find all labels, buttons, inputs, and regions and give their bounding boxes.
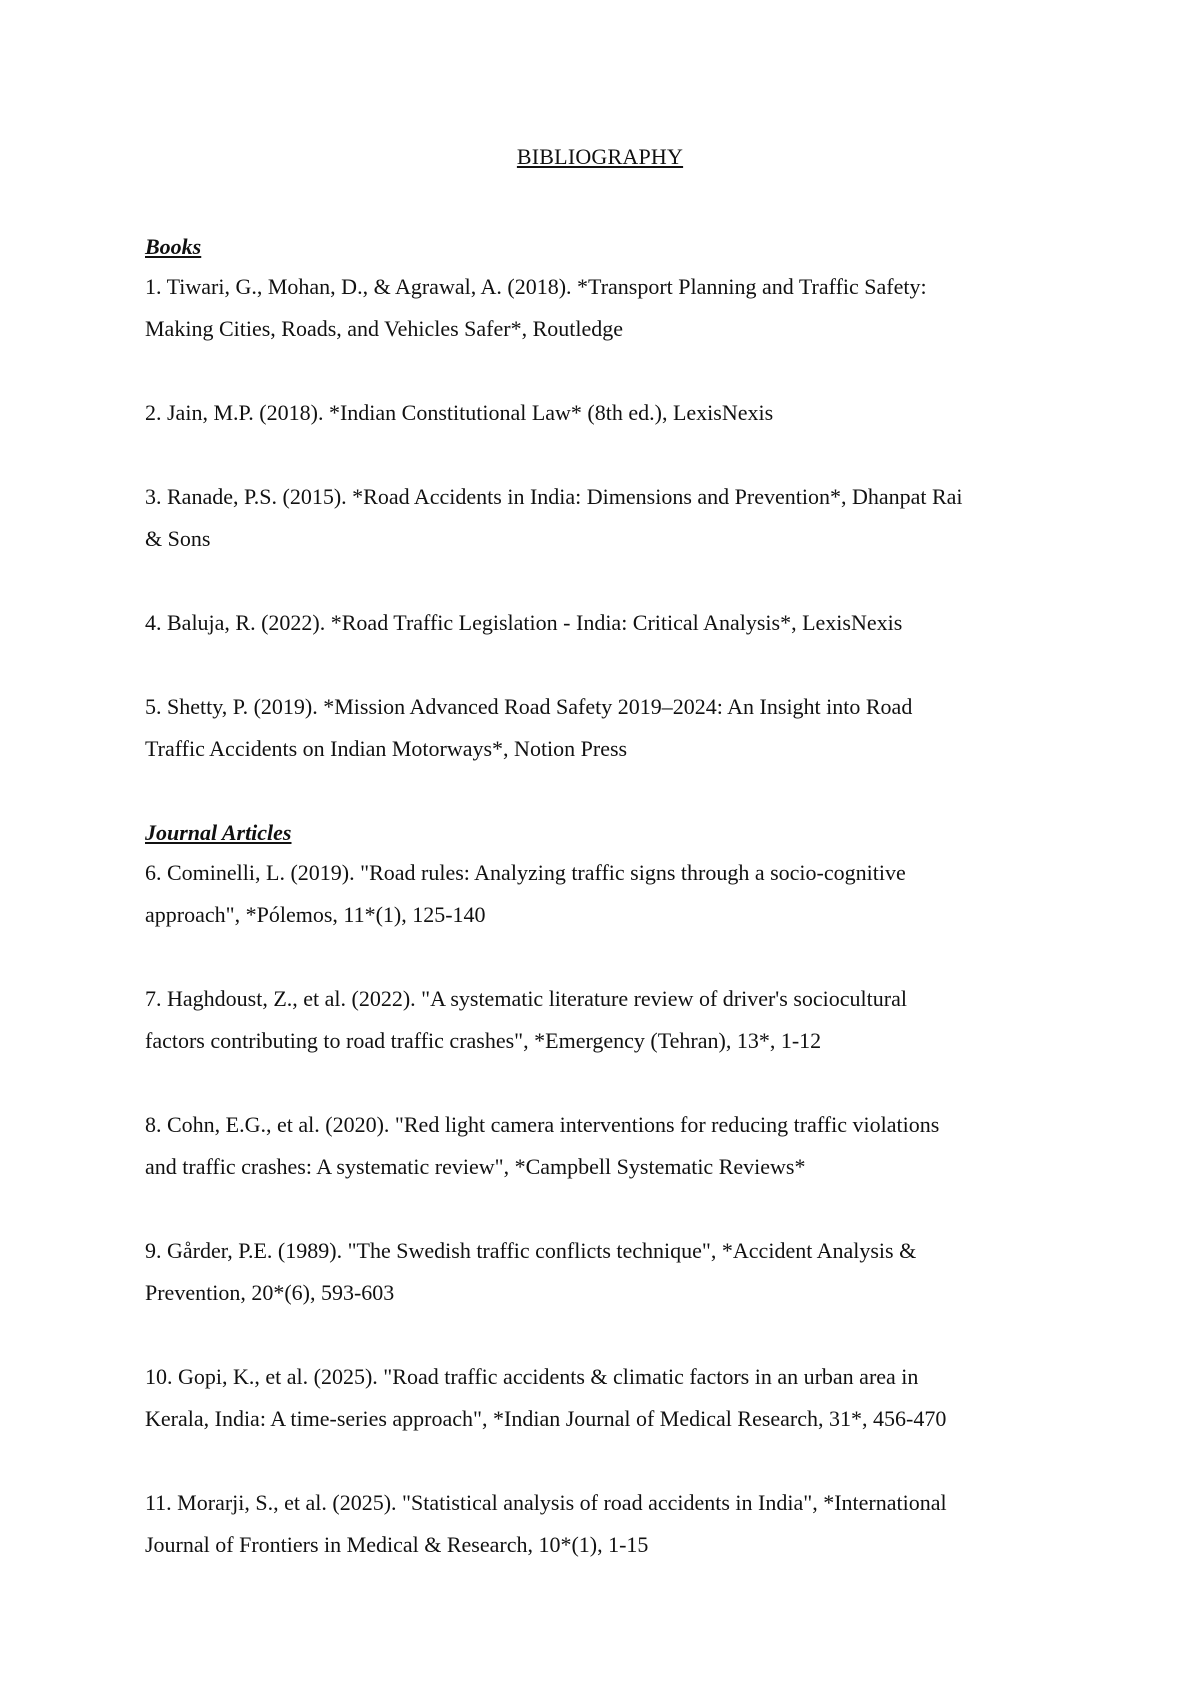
entry-line: & Sons — [145, 526, 211, 551]
bibliography-entry-11 — [145, 1482, 1065, 1566]
entry-line: Journal of Frontiers in Medical & Research, 10*(1), 1-15 — [145, 1532, 649, 1557]
bibliography-entry-3 — [145, 476, 1065, 560]
entry-line: 11. Morarji, S., et al. (2025). "Statistical analysis of road accidents in India", *International — [145, 1490, 947, 1515]
bibliography-entry-10 — [145, 1356, 1065, 1440]
entry-line: 8. Cohn, E.G., et al. (2020). "Red light camera interventions for reducing traffic violations — [145, 1112, 940, 1137]
entry-line: 1. Tiwari, G., Mohan, D., & Agrawal, A. (2018). *Transport Planning and Traffic Safety: — [145, 274, 927, 299]
bibliography-entry-6 — [145, 852, 1065, 936]
entry-line: and traffic crashes: A systematic review", *Campbell Systematic Reviews* — [145, 1154, 806, 1179]
entry-line: 10. Gopi, K., et al. (2025). "Road traffic accidents & climatic factors in an urban area in — [145, 1364, 919, 1389]
entry-line: 2. Jain, M.P. (2018). *Indian Constitutional Law* (8th ed.), LexisNexis — [145, 400, 774, 425]
bibliography-entry-9 — [145, 1230, 1065, 1314]
entry-line: Making Cities, Roads, and Vehicles Safer*, Routledge — [145, 316, 624, 341]
entry-line: approach", *Pólemos, 11*(1), 125-140 — [145, 902, 486, 927]
bibliography-entry-5 — [145, 686, 1065, 770]
entry-line: 9. Gårder, P.E. (1989). "The Swedish traffic conflicts technique", *Accident Analysis & — [145, 1238, 917, 1263]
entry-line: 3. Ranade, P.S. (2015). *Road Accidents in India: Dimensions and Prevention*, Dhanpat Rai — [145, 484, 963, 509]
entry-line: 5. Shetty, P. (2019). *Mission Advanced Road Safety 2019–2024: An Insight into Road — [145, 694, 913, 719]
page-title: BIBLIOGRAPHY — [516, 144, 684, 169]
section-heading-journal-articles: Journal Articles — [145, 820, 292, 845]
entry-line: 6. Cominelli, L. (2019). "Road rules: Analyzing traffic signs through a socio-cognitive — [145, 860, 906, 885]
entry-line: Traffic Accidents on Indian Motorways*, Notion Press — [145, 736, 628, 761]
bibliography-entry-2 — [145, 392, 1065, 434]
entry-line: factors contributing to road traffic crashes", *Emergency (Tehran), 13*, 1-12 — [145, 1028, 822, 1053]
entry-line: Kerala, India: A time-series approach", *Indian Journal of Medical Research, 31*, 456-470 — [145, 1406, 947, 1431]
entry-line: 7. Haghdoust, Z., et al. (2022). "A systematic literature review of driver's sociocultural — [145, 986, 907, 1011]
bibliography-entry-8 — [145, 1104, 1065, 1188]
bibliography-entry-4 — [145, 602, 1065, 644]
section-heading-books: Books — [145, 234, 202, 259]
entry-line: Prevention, 20*(6), 593-603 — [145, 1280, 395, 1305]
bibliography-entry-1 — [145, 266, 1065, 350]
entry-line: 4. Baluja, R. (2022). *Road Traffic Legislation - India: Critical Analysis*, LexisNexis — [145, 610, 903, 635]
bibliography-entry-7 — [145, 978, 1065, 1062]
